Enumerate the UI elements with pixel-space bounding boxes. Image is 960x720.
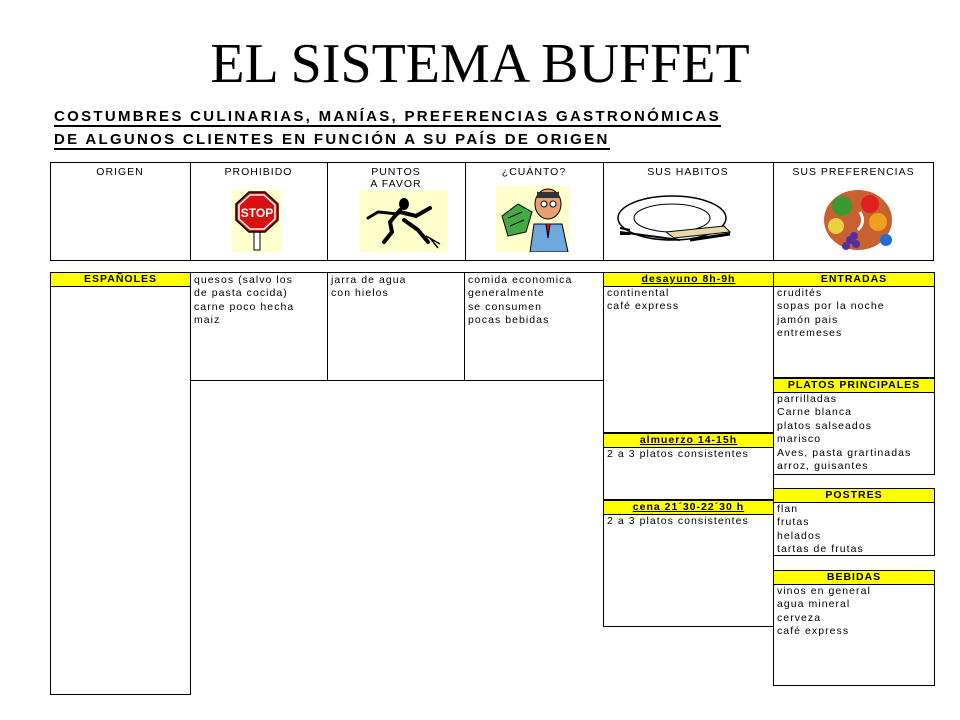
list-item: maiz (194, 314, 221, 327)
list-item: carne poco hecha (194, 300, 295, 313)
header-prohibido: PROHIBIDO (224, 166, 293, 178)
list-item: cerveza (777, 611, 822, 624)
prohibido-list (191, 274, 294, 328)
list-item: jarra de agua (331, 274, 407, 286)
stop-sign-icon (232, 190, 282, 252)
stop-sign-text: STOP (240, 206, 274, 220)
desayuno-box (603, 272, 774, 433)
puntos-list (328, 274, 407, 301)
cuanto-list (465, 274, 572, 328)
list-item: café express (777, 625, 850, 638)
entradas-title: ENTRADAS (774, 273, 934, 287)
platos-box (773, 378, 935, 475)
list-item: quesos (salvo los (194, 274, 293, 286)
list-item: 2 a 3 platos consistentes (607, 515, 749, 527)
list-item: tartas de frutas (777, 543, 864, 556)
list-item: arroz, guisantes (777, 460, 869, 473)
list-item: entremeses (777, 327, 843, 340)
header-cuanto: ¿CUÁNTO? (501, 166, 567, 178)
list-item: continental (607, 287, 670, 299)
list-item: generalmente (468, 287, 545, 300)
list-item: con hielos (331, 287, 389, 300)
subtitle-line-1: COSTUMBRES CULINARIAS, MANÍAS, PREFERENCIAS GASTRONÓMICAS (54, 108, 721, 125)
list-item: de pasta cocida) (194, 287, 288, 300)
list-item: platos salseados (777, 419, 873, 432)
header-origen: ORIGEN (96, 166, 144, 178)
entradas-box (773, 272, 935, 378)
origen-cell (50, 272, 191, 695)
list-item: café express (607, 300, 680, 313)
postres-title: POSTRES (774, 489, 934, 503)
header-puntos-line2: A FAVOR (370, 178, 422, 190)
list-item: helados (777, 529, 822, 542)
list-item: marisco (777, 433, 822, 446)
postres-box (773, 488, 935, 556)
plate-cutlery-icon (610, 188, 734, 250)
list-item: vinos en general (777, 585, 871, 597)
bebidas-box (773, 570, 935, 686)
list-item: Carne blanca (777, 406, 853, 419)
almuerzo-title: almuerzo 14-15h (604, 434, 773, 448)
list-item: Aves, pasta grartinadas (777, 446, 912, 459)
page-title: EL SISTEMA BUFFET (210, 33, 750, 95)
list-item: sopas por la noche (777, 300, 885, 313)
list-item: se consumen (468, 300, 543, 313)
cena-title: cena 21´30-22´30 h (604, 501, 773, 515)
bebidas-title: BEBIDAS (774, 571, 934, 585)
list-item: parrilladas (777, 393, 837, 405)
header-habitos: SUS HABITOS (647, 166, 729, 178)
list-item: crudités (777, 287, 823, 299)
list-item: pocas bebidas (468, 314, 550, 327)
man-money-icon (496, 186, 570, 252)
header-puntos: PUNTOS (371, 166, 421, 178)
list-item: 2 a 3 platos consistentes (607, 448, 749, 460)
header-preferencias: SUS PREFERENCIAS (792, 166, 915, 178)
list-item: flan (777, 503, 799, 515)
cena-box (603, 500, 774, 627)
list-item: jamón pais (777, 313, 839, 326)
subtitle-line-2: DE ALGUNOS CLIENTES EN FUNCIÓN A SU PAÍS DE ORIGEN (54, 131, 610, 148)
list-item: comida economica (468, 274, 573, 286)
fruit-basket-icon (820, 186, 896, 254)
almuerzo-box (603, 433, 774, 500)
desayuno-title: desayuno 8h-9h (604, 273, 773, 287)
platos-title: PLATOS PRINCIPALES (774, 379, 934, 393)
list-item: frutas (777, 516, 810, 529)
running-figure-icon (360, 190, 448, 252)
origin-label: ESPAÑOLES (51, 273, 190, 287)
list-item: agua mineral (777, 598, 851, 611)
